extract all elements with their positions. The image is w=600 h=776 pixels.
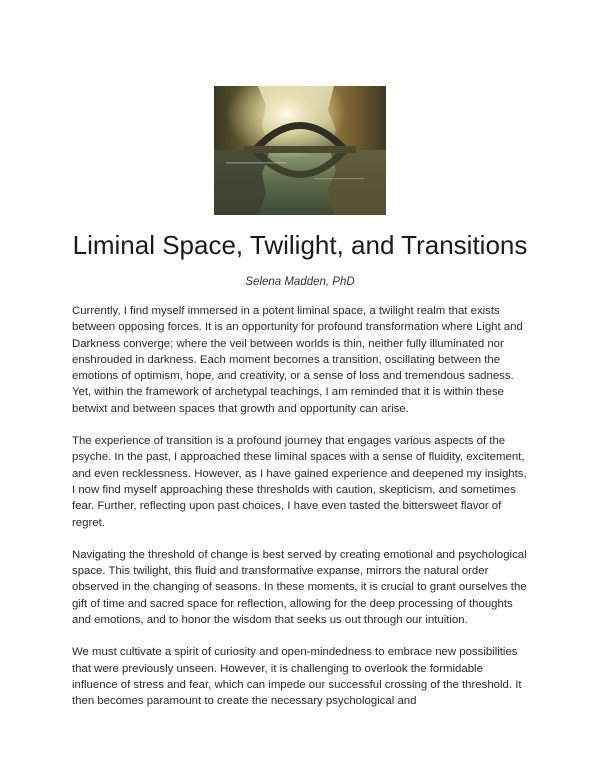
body-paragraph: We must cultivate a spirit of curiosity and open-mindedness to embrace new possibilities that were previously unseen. However, it is challenging to overlook the formidable influence of stress and fear, which can impede our successful crossing of the threshold. It then becomes paramount to create the necessary psychological and [72,646,522,708]
body-paragraph: Navigating the threshold of change is best served by creating emotional and psychological space. This twilight, this fluid and transformative expanse, mirrors the natural order observed in the changing of seasons. In these moments, it is crucial to grant ourselves the gift of time and sacred space for reflection, allowing for the deep processing of thoughts and emotions, and to honor the wisdom that seeks us out through our intuition. [72,548,527,627]
body-paragraph: The experience of transition is a profound journey that engages various aspects of the psyche. In the past, I approached these liminal spaces with a sense of fluidity, excitement, and even recklessness. However, as I have gained experience and deepened my insights, I now find myself approaching these thresholds with caution, skepticism, and sometimes fear. Further, reflecting upon past choices, I have even tasted the bittersweet flavor of regret. [72,435,527,529]
bridge-reflection-image [214,86,386,215]
bridge-photo-illustration [214,86,386,215]
author-byline: Selena Madden, PhD [245,276,355,288]
document-title: Liminal Space, Twilight, and Transitions [72,230,528,260]
article-body [72,303,528,726]
body-paragraph: Currently, I find myself immersed in a potent liminal space, a twilight realm that exists between opposing forces. It is an opportunity for profound transformation where Light and Darkness converge; where the veil between worlds is thin, neither fully illuminated nor enshrouded in darkness. Each moment becomes a transition, oscillating between the emotions of optimism, hope, and creativity, or a sense of loss and tremendous sadness. Yet, within the framework of archetypal teachings, I am reminded that it is within these betwixt and between spaces that growth and opportunity can arise. [72,305,523,415]
